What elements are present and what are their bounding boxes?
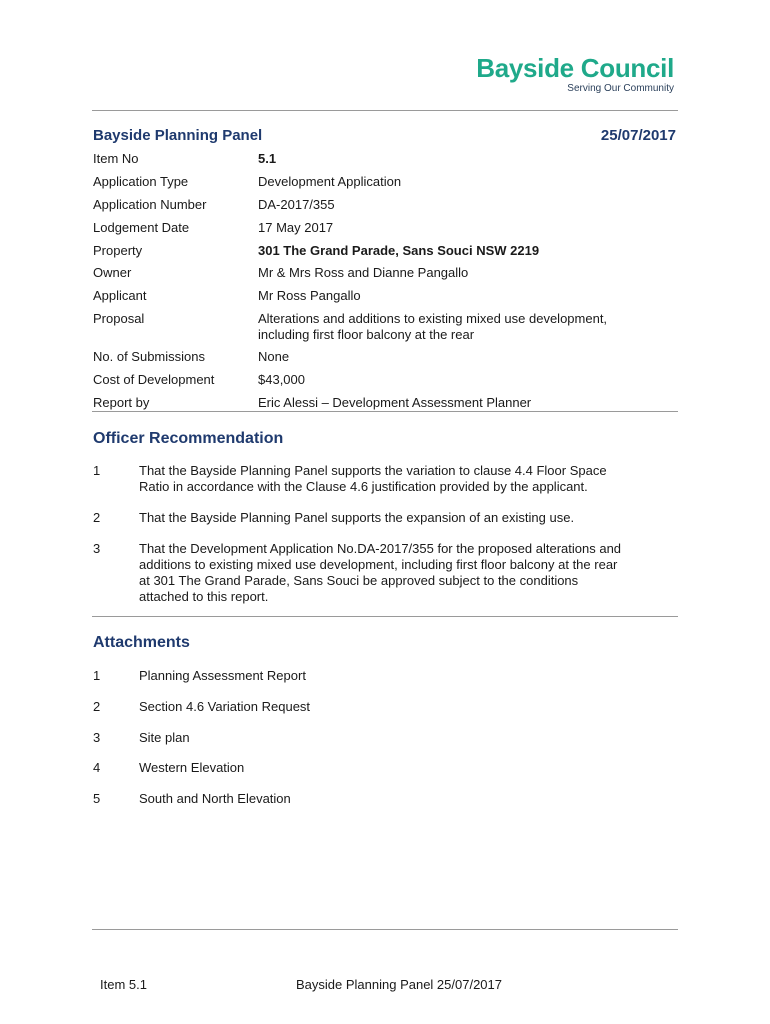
detail-label: Owner xyxy=(93,265,132,280)
recommendation-line: Ratio in accordance with the Clause 4.6 justification provided by the applicant. xyxy=(139,479,588,494)
detail-row xyxy=(93,395,679,415)
council-logo xyxy=(476,54,674,94)
recommendation-number: 2 xyxy=(93,510,101,525)
detail-value: Development Application xyxy=(258,174,402,189)
recommendation-line: That the Development Application No.DA-2017/355 for the proposed alterations and xyxy=(139,541,622,556)
footer-panel-date: Bayside Planning Panel 25/07/2017 xyxy=(296,977,502,992)
attachments-heading: Attachments xyxy=(93,634,190,651)
recommendation-heading: Officer Recommendation xyxy=(93,430,284,447)
detail-row xyxy=(93,265,679,288)
detail-value: 301 The Grand Parade, Sans Souci NSW 2219 xyxy=(258,243,540,258)
attachment-item xyxy=(93,668,679,699)
recommendation-text xyxy=(139,510,679,541)
recommendation-item xyxy=(93,463,679,510)
detail-label: Item No xyxy=(93,151,139,166)
detail-row xyxy=(93,372,679,395)
logo-tagline: Serving Our Community xyxy=(567,83,674,94)
detail-label: No. of Submissions xyxy=(93,349,205,364)
detail-label: Report by xyxy=(93,395,150,410)
detail-label: Proposal xyxy=(93,311,145,326)
application-details xyxy=(93,151,679,415)
attachments-list xyxy=(93,668,679,822)
detail-row xyxy=(93,174,679,197)
recommendation-line: additions to existing mixed use development, including first floor balcony at the rear xyxy=(139,557,618,572)
logo-name: Bayside Council xyxy=(476,53,674,83)
recommendation-number: 1 xyxy=(93,463,101,478)
recommendation-item xyxy=(93,510,679,541)
detail-row xyxy=(93,243,679,265)
detail-value xyxy=(258,311,679,349)
recommendation-list xyxy=(93,463,679,605)
recommendation-line: attached to this report. xyxy=(139,589,269,604)
attachment-label: Site plan xyxy=(139,730,190,745)
detail-label: Application Type xyxy=(93,174,189,189)
attachment-number: 1 xyxy=(93,668,101,683)
detail-row xyxy=(93,288,679,311)
detail-row xyxy=(93,311,679,349)
detail-value: Mr Ross Pangallo xyxy=(258,288,361,303)
detail-value-line: including first floor balcony at the rear xyxy=(258,327,475,342)
detail-row xyxy=(93,220,679,243)
details-divider xyxy=(92,411,678,412)
recommendation-divider xyxy=(92,616,678,617)
recommendation-line: at 301 The Grand Parade, Sans Souci be approved subject to the conditions xyxy=(139,573,579,588)
attachment-item xyxy=(93,791,679,822)
recommendation-line: That the Bayside Planning Panel supports the variation to clause 4.4 Floor Space xyxy=(139,463,607,478)
recommendation-text xyxy=(139,541,679,605)
header-divider xyxy=(92,110,678,111)
recommendation-item xyxy=(93,541,679,605)
footer-divider xyxy=(92,929,678,930)
detail-label: Property xyxy=(93,243,143,258)
attachment-item xyxy=(93,760,679,791)
detail-label: Application Number xyxy=(93,197,207,212)
detail-value: Mr & Mrs Ross and Dianne Pangallo xyxy=(258,265,469,280)
attachment-number: 5 xyxy=(93,791,101,806)
detail-value: 17 May 2017 xyxy=(258,220,334,235)
detail-row xyxy=(93,197,679,220)
attachment-label: Section 4.6 Variation Request xyxy=(139,699,311,714)
attachment-label: Western Elevation xyxy=(139,760,245,775)
detail-label: Applicant xyxy=(93,288,147,303)
footer-item-number: Item 5.1 xyxy=(100,977,147,992)
attachment-number: 3 xyxy=(93,730,101,745)
detail-value: Eric Alessi – Development Assessment Planner xyxy=(258,395,532,410)
attachment-number: 2 xyxy=(93,699,101,714)
detail-value: 5.1 xyxy=(258,151,277,166)
recommendation-text xyxy=(139,463,679,510)
attachment-label: South and North Elevation xyxy=(139,791,291,806)
detail-value-line: Alterations and additions to existing mixed use development, xyxy=(258,311,608,326)
attachment-item xyxy=(93,699,679,730)
recommendation-line: That the Bayside Planning Panel supports the expansion of an existing use. xyxy=(139,510,575,525)
detail-value: DA-2017/355 xyxy=(258,197,335,212)
detail-row xyxy=(93,349,679,372)
detail-label: Cost of Development xyxy=(93,372,215,387)
panel-date: 25/07/2017 xyxy=(600,127,676,144)
detail-value: $43,000 xyxy=(258,372,305,387)
attachment-item xyxy=(93,730,679,760)
detail-value: None xyxy=(258,349,290,364)
recommendation-number: 3 xyxy=(93,541,101,556)
panel-title: Bayside Planning Panel xyxy=(93,127,263,144)
detail-row xyxy=(93,151,679,174)
attachment-number: 4 xyxy=(93,760,101,775)
attachment-label: Planning Assessment Report xyxy=(139,668,306,683)
detail-label: Lodgement Date xyxy=(93,220,190,235)
